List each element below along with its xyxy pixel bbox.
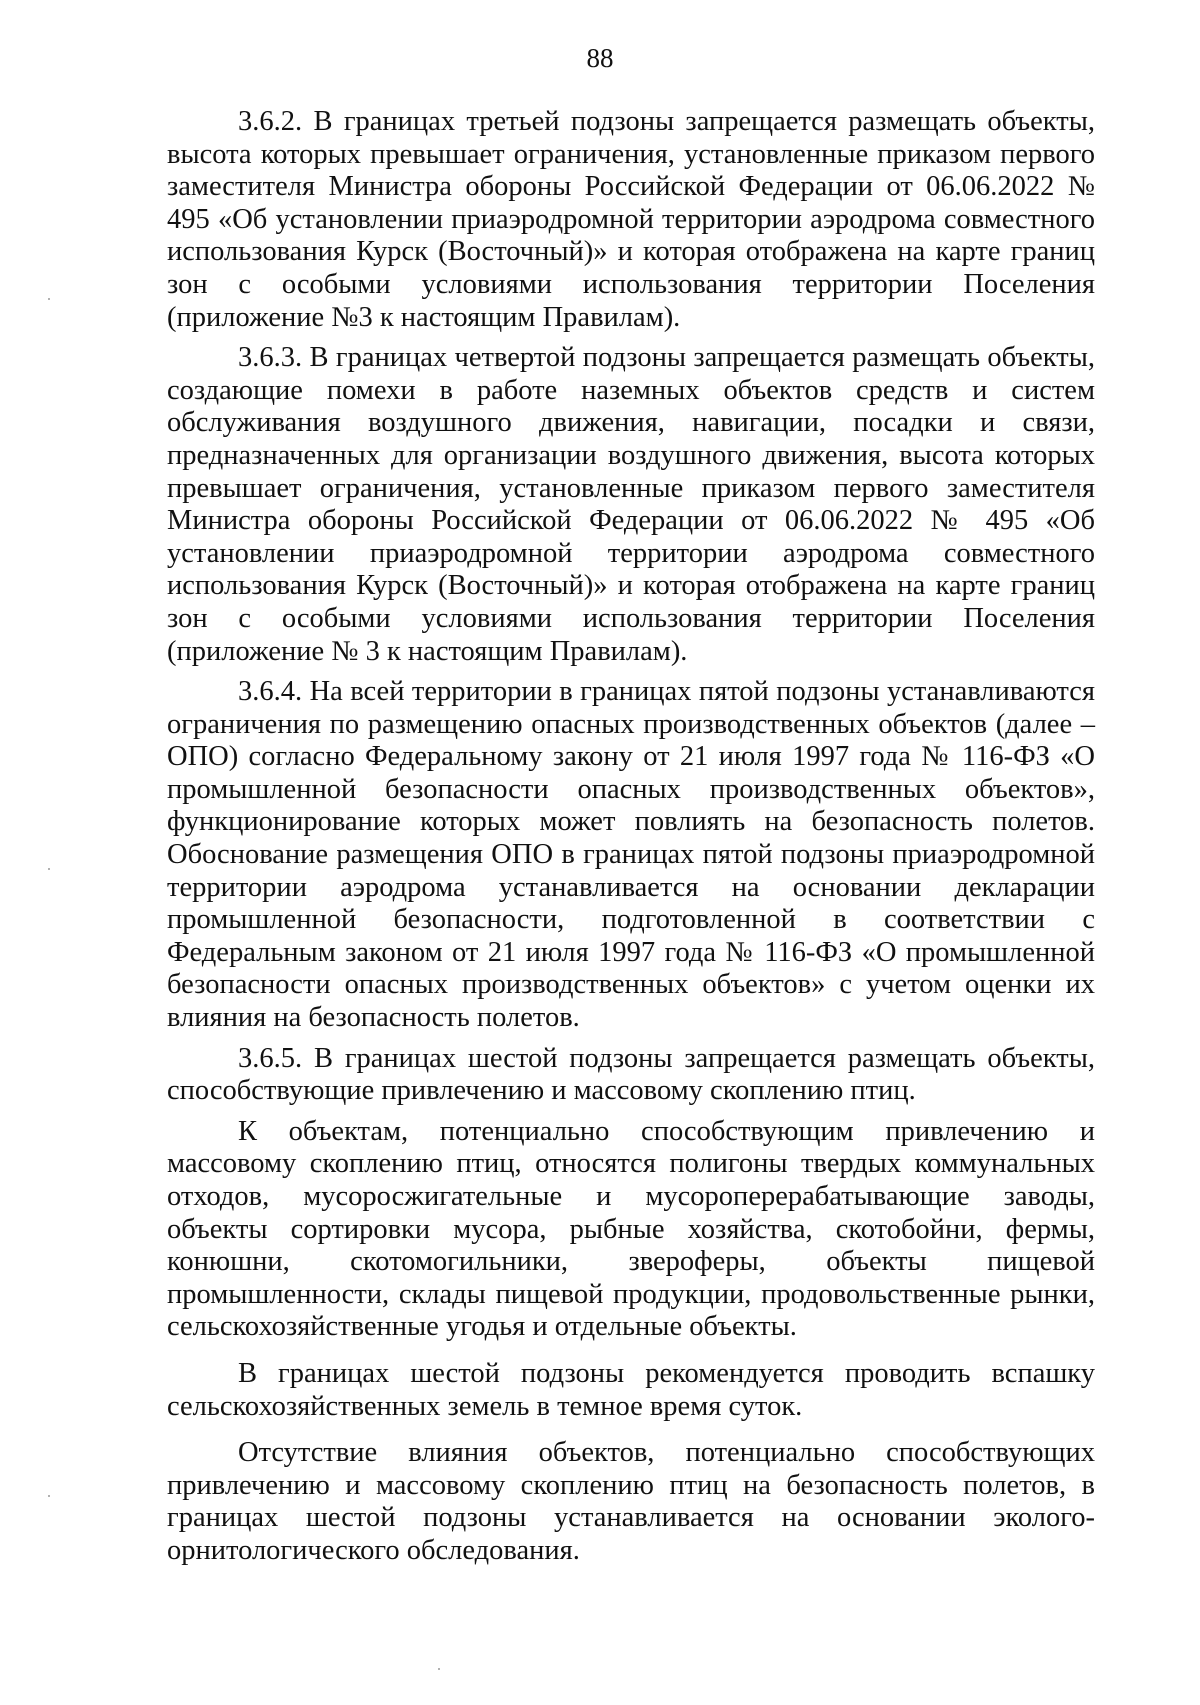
scan-dot-mark [48,868,50,870]
paragraph-3-6-5: 3.6.5. В границах шестой подзоны запрещается размещать объекты, способствующие привлечению и массовому скоплению птиц. [167,1042,1095,1107]
paragraph-3-6-3: 3.6.3. В границах четвертой подзоны запрещается размещать объекты, создающие помехи в работе наземных объектов средств и систем обслуживания воздушного движения, навигации, посадки и связи, предназначенных для организации воздушного движения, высота которых превышает ограничения, установленные приказом первого заместителя Министра обороны Российской Федерации от 06.06.2022 № 495 «Об установлении приаэродромной территории аэродрома совместного использования Курск (Восточный)» и которая отображена на карте границ зон с особыми условиями использования территории Поселения (приложение № 3 к настоящим Правилам). [167,342,1095,667]
paragraph-ploughing-recommendation: В границах шестой подзоны рекомендуется проводить вспашку сельскохозяйственных земель в темное время суток. [167,1357,1095,1422]
paragraph-ornithological-survey: Отсутствие влияния объектов, потенциально способствующих привлечению и массовому скоплению птиц на безопасность полетов, в границах шестой подзоны устанавливается на основании эколого-орнитологического обследования. [167,1437,1095,1566]
scan-dot-mark [48,1495,50,1497]
paragraph-3-6-4: 3.6.4. На всей территории в границах пятой подзоны устанавливаются ограничения по размещению опасных производственных объектов (далее – ОПО) согласно Федеральному закону от 21 июля 1997 года № 116-ФЗ «О промышленной безопасности опасных производственных объектов», функционирование которых может повлиять на безопасность полетов. Обоснование размещения ОПО в границах пятой подзоны приаэродромной территории аэродрома устанавливается на основании декларации промышленной безопасности, подготовленной в соответствии с Федеральным законом от 21 июля 1997 года № 116-ФЗ «О промышленной безопасности опасных производственных объектов» с учетом оценки их влияния на безопасность полетов. [167,676,1095,1034]
document-body [167,106,1095,1568]
paragraph-bird-attracting-objects: К объектам, потенциально способствующим привлечению и массовому скоплению птиц, относятся полигоны твердых коммунальных отходов, мусоросжигательные и мусороперерабатывающие заводы, объекты сортировки мусора, рыбные хозяйства, скотобойни, фермы, конюшни, скотомогильники, звероферы, объекты пищевой промышленности, склады пищевой продукции, продовольственные рынки, сельскохозяйственные угодья и отдельные объекты. [167,1115,1095,1343]
scan-dot-mark [48,298,50,300]
scan-dot-mark [438,1668,440,1670]
page-number: 88 [586,43,614,73]
paragraph-3-6-2: 3.6.2. В границах третьей подзоны запрещается размещать объекты, высота которых превышает ограничения, установленные приказом первого заместителя Министра обороны Российской Федерации от 06.06.2022 № 495 «Об установлении приаэродромной территории аэродрома совместного использования Курск (Восточный)» и которая отображена на карте границ зон с особыми условиями использования территории Поселения (приложение №3 к настоящим Правилам). [167,106,1095,333]
